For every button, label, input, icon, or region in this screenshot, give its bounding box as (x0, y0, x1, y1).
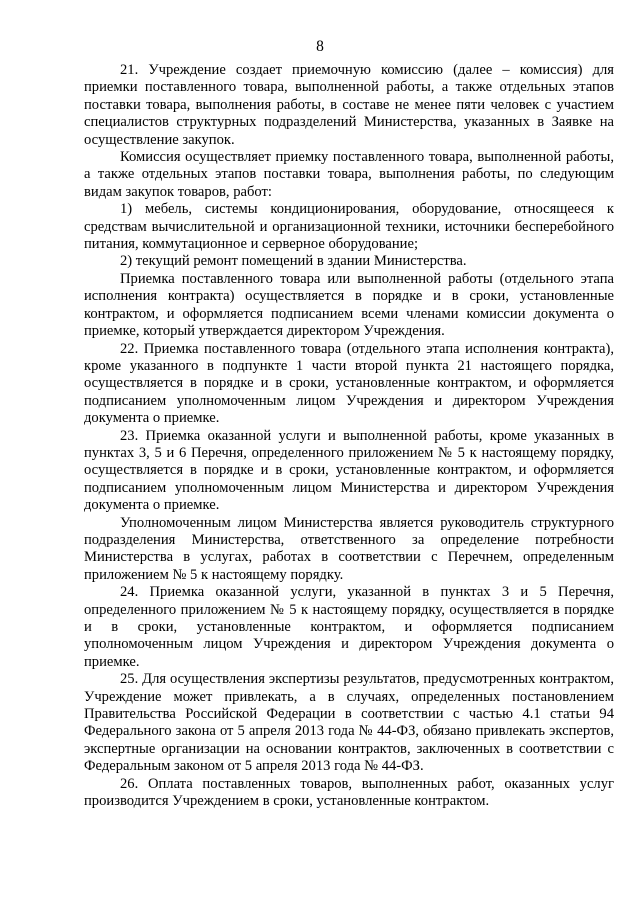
list-item-2: 2) текущий ремонт помещений в здании Министерства. (120, 253, 467, 270)
paragraph-25: 25. Для осуществления экспертизы результатов, предусмотренных контрактом, Учреждение может привлекать, а в случаях, определенных постановлением Правительства Российской Федерации в соответствии с частью 4.1 статьи 94 Федерального закона от 5 апреля 2013 года № 44-ФЗ, обязано привлекать экспертов, экспертные организации на основании контрактов, заключенных в соответствии с Федеральным законом от 5 апреля 2013 года № 44-ФЗ. (84, 671, 614, 775)
paragraph-21: 21. Учреждение создает приемочную комиссию (далее – комиссия) для приемки поставленного товара, выполненной работы, а также отдельных этапов поставки товара, выполнения работы, в составе не менее пяти человек с участием специалистов структурных подразделений Министерства, указанных в Заявке на осуществление закупок. (84, 62, 614, 148)
paragraph-23: 23. Приемка оказанной услуги и выполненной работы, кроме указанных в пунктах 3, 5 и 6 Перечня, определенного приложением № 5 к настоящему порядку, осуществляется в порядке и в сроки, установленные контрактом, и оформляется подписанием уполномоченным лицом Министерства и директором Учреждения документа о приемке. (84, 427, 614, 514)
document-body (84, 62, 614, 810)
paragraph-22: 22. Приемка поставленного товара (отдельного этапа исполнения контракта), кроме указанного в подпункте 1 части второй пункта 21 настоящего порядка, осуществляется в порядке и в сроки, установленные контрактом, и оформляется подписанием уполномоченным лицом Учреждения и директором Учреждения документа о приемке. (84, 340, 614, 427)
paragraph-authorized-person: Уполномоченным лицом Министерства является руководитель структурного подразделения Министерства, ответственного за определение потребности Министерства в услугах, работах в соответствии с Перечнем, определенным приложением № 5 к настоящему порядку. (84, 514, 614, 583)
paragraph-acceptance-procedure: Приемка поставленного товара или выполненной работы (отдельного этапа исполнения контракта) осуществляется в порядке и в сроки, установленные контрактом, и оформляется подписанием всеми членами комиссии документа о приемке, который утверждается директором Учреждения. (84, 270, 614, 340)
paragraph-commission-scope: Комиссия осуществляет приемку поставленного товара, выполненной работы, а также отдельных этапов поставки товара, выполнения работы, по следующим видам закупок товаров, работ: (84, 149, 614, 200)
paragraph-24: 24. Приемка оказанной услуги, указанной в пунктах 3 и 5 Перечня, определенного приложением № 5 к настоящему порядку, осуществляется в порядке и в сроки, установленные контрактом, и оформляется подписанием уполномоченным лицом Учреждения и директором Учреждения документа о приемке. (84, 584, 614, 670)
list-item-1: 1) мебель, системы кондиционирования, оборудование, относящееся к средствам вычислительной и организационной техники, источники бесперебойного питания, коммутационное и серверное оборудование; (84, 201, 614, 253)
page-number: 8 (316, 38, 324, 55)
paragraph-26: 26. Оплата поставленных товаров, выполненных работ, оказанных услуг производится Учреждением в сроки, установленные контрактом. (84, 775, 614, 810)
